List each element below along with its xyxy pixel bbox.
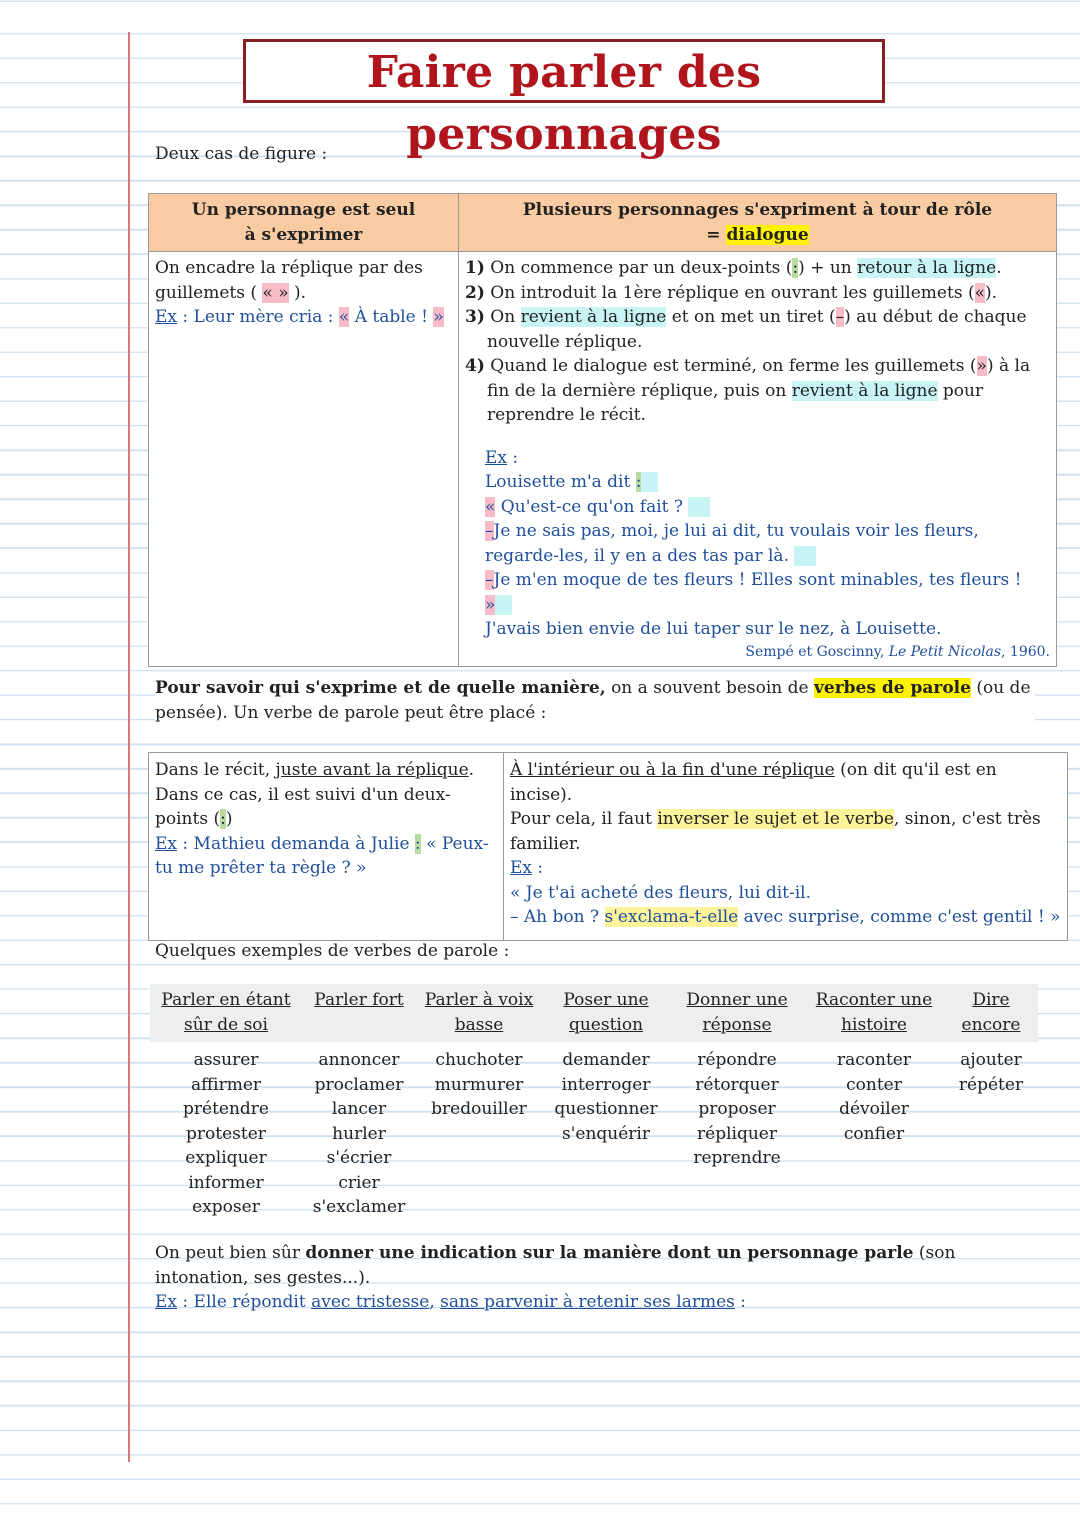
verb-item: s'exclamer <box>312 1197 406 1217</box>
source-credit: Sempé et Goscinny, Le Petit Nicolas, 1960. <box>745 643 1050 660</box>
verb-column <box>680 988 794 1171</box>
margin-line <box>128 32 130 1462</box>
examples-intro: Quelques exemples de verbes de parole : <box>155 941 510 961</box>
placement-table <box>148 752 1068 941</box>
verb-item: lancer <box>331 1099 387 1119</box>
dialogue-steps <box>465 256 1050 428</box>
cases-table <box>148 193 1057 667</box>
manner-paragraph: On peut bien sûr donner une indication sur la manière dont un personnage parle (son intonation, ses gestes...). Ex : Elle répondit avec tristesse, sans parvenir à retenir ses larmes : <box>155 1243 956 1312</box>
verb-item: protester <box>186 1123 266 1144</box>
verb-item: répliquer <box>697 1123 777 1144</box>
verb-column <box>553 988 659 1146</box>
verb-item: informer <box>188 1172 264 1193</box>
verb-item: prétendre <box>183 1099 269 1119</box>
verb-item: interroger <box>561 1074 651 1095</box>
speech-verbs-paragraph: Pour savoir qui s'exprime et de quelle manière, on a souvent besoin de verbes de parole (ou de pensée). Un verbe de parole peut être placé : <box>155 676 1035 725</box>
verb-column <box>420 988 538 1122</box>
header-dialogue: Plusieurs personnages s'expriment à tour de rôle = dialogue <box>459 194 1057 252</box>
verb-item: assurer <box>193 1050 259 1070</box>
example-label: Ex <box>155 307 177 327</box>
verb-item: demander <box>562 1050 650 1070</box>
intro-text: Deux cas de figure : <box>155 144 328 164</box>
verb-item: crier <box>338 1172 380 1193</box>
verb-category-header: Parler en étant sûr de soi <box>161 990 291 1035</box>
quotes-mark: « » <box>262 282 289 303</box>
verb-item: dévoiler <box>839 1099 909 1119</box>
header-single-speaker: Un personnage est seul à s'exprimer <box>149 194 459 252</box>
verb-item: rétorquer <box>695 1074 779 1095</box>
verb-item: hurler <box>332 1123 386 1144</box>
verb-item: s'écrier <box>326 1148 392 1168</box>
step-1: 1) On commence par un deux-points (:) + un retour à la ligne. <box>465 258 1002 278</box>
single-speaker-cell: On encadre la réplique par des guillemets ( « » ). Ex : Leur mère cria : « À table ! » <box>149 252 459 667</box>
verb-item: murmurer <box>434 1074 524 1095</box>
verb-category-header: Parler fort <box>314 990 404 1010</box>
verb-item: répéter <box>958 1074 1024 1095</box>
verb-category-header: Poser une question <box>563 990 649 1035</box>
verb-item: annoncer <box>318 1050 400 1070</box>
verb-item: questionner <box>554 1099 658 1119</box>
dialogue-example: Ex : Louisette m'a dit : « Qu'est-ce qu'on fait ? –Je ne sais pas, moi, je lui ai dit, tu voulais voir les fleurs, regarde-les, il y en a des tas par là. –Je m'en moque de tes fleurs ! Elles sont minables, tes fleurs ! » J'avais bien envie de lui taper sur le nez, à Louisette. Sempé et Goscinny, Le Petit Nicolas, 1960. <box>485 447 1050 660</box>
verb-item: répondre <box>697 1050 777 1070</box>
verb-item: bredouiller <box>431 1099 527 1119</box>
verb-item: affirmer <box>190 1074 262 1095</box>
verb-category-header: Dire encore <box>961 990 1021 1035</box>
dialogue-cell <box>459 252 1057 667</box>
verb-column <box>810 988 938 1146</box>
verb-item: reprendre <box>693 1148 781 1168</box>
verb-column <box>160 988 292 1220</box>
title-box <box>243 39 885 160</box>
verb-item: confier <box>843 1123 905 1144</box>
verb-item: proclamer <box>314 1074 404 1095</box>
dialogue-highlight: dialogue <box>726 224 809 245</box>
verb-item: conter <box>846 1074 902 1095</box>
verb-item: exposer <box>192 1197 260 1217</box>
step-4: 4) Quand le dialogue est terminé, on ferme les guillemets (») à la fin de la dernière réplique, puis on revient à la ligne pour reprendre le récit. <box>465 356 1031 425</box>
verb-column <box>312 988 406 1220</box>
verb-category-header: Donner une réponse <box>686 990 788 1035</box>
inside-reply-cell: À l'intérieur ou à la fin d'une réplique (on dit qu'il est en incise). Pour cela, il faut inverser le sujet et le verbe, sinon, c'est très familier. Ex : « Je t'ai acheté des fleurs, lui dit-il. – Ah bon ? s'exclama-t-elle avec surprise, comme c'est gentil ! » <box>504 753 1068 941</box>
verb-category-header: Raconter une histoire <box>815 990 933 1035</box>
verb-item: proposer <box>698 1099 776 1119</box>
verb-item: s'enquérir <box>562 1123 650 1144</box>
before-reply-cell: Dans le récit, juste avant la réplique. Dans ce cas, il est suivi d'un deux-points (:) Ex : Mathieu demanda à Julie : « Peux-tu me prêter ta règle ? » <box>149 753 504 941</box>
page-title: Faire parler des personnages <box>366 47 762 160</box>
verb-column <box>953 988 1029 1097</box>
step-3: 3) On revient à la ligne et on met un tiret (–) au début de chaque nouvelle réplique. <box>465 307 1027 352</box>
verb-category-header: Parler à voix basse <box>424 990 534 1035</box>
verb-item: chuchoter <box>435 1050 523 1070</box>
step-2: 2) On introduit la 1ère réplique en ouvrant les guillemets («). <box>465 282 998 303</box>
verb-item: expliquer <box>185 1148 267 1168</box>
verb-item: ajouter <box>960 1050 1022 1070</box>
verb-item: raconter <box>837 1050 911 1070</box>
